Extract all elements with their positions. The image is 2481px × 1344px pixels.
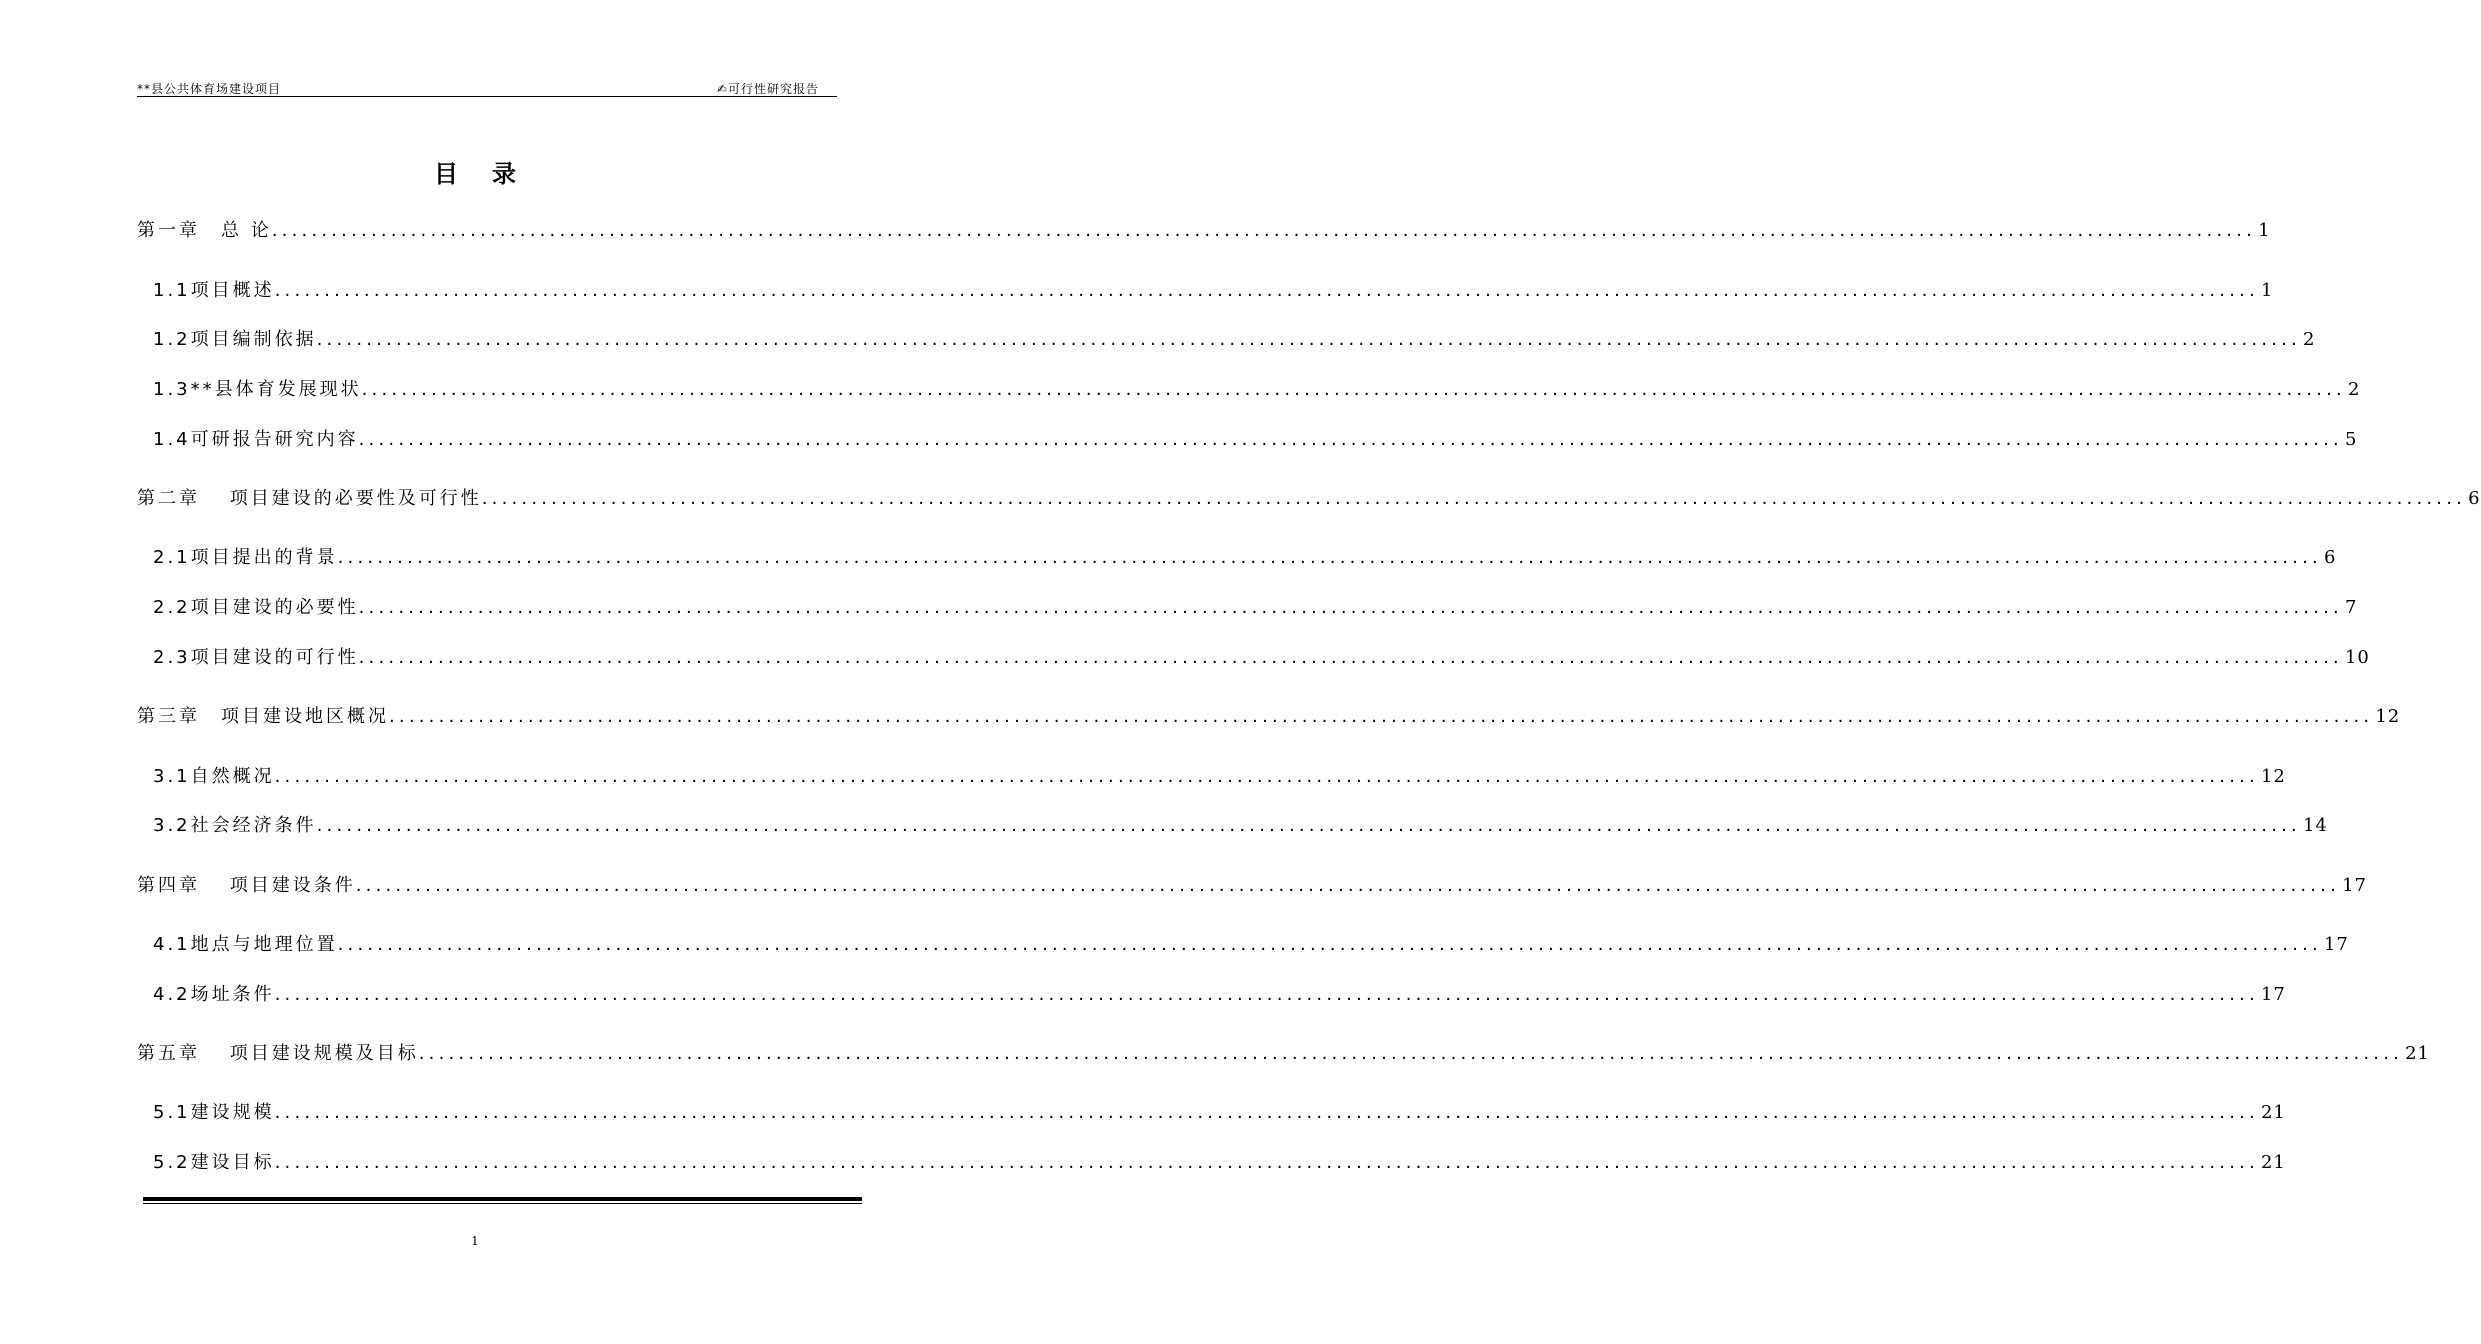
toc-dot-leader: ........................................................................................................................................................................................................ xyxy=(358,597,2343,618)
toc-dot-leader: ........................................................................................................................................................................................................ xyxy=(274,1152,2259,1173)
toc-dot-leader: ........................................................................................................................................................................................................ xyxy=(271,220,2257,241)
page-number: 1 xyxy=(471,1234,479,1248)
header-rule xyxy=(137,96,837,97)
toc-section-entry[interactable] xyxy=(153,278,2274,304)
toc-entry-label: 第二章 项目建设的必要性及可行性 xyxy=(137,488,482,509)
toc-entry-page: 21 xyxy=(2260,1152,2286,1173)
toc-entry-label: 5.2建设目标 xyxy=(153,1152,275,1173)
toc-entry-page: 12 xyxy=(2375,706,2401,727)
footer-rule-thick xyxy=(143,1197,862,1201)
toc-chapter-entry[interactable] xyxy=(137,704,2401,730)
toc-section-entry[interactable] xyxy=(153,764,2286,790)
toc-dot-leader: ........................................................................................................................................................................................................ xyxy=(358,647,2343,668)
toc-section-entry[interactable] xyxy=(153,645,2370,671)
toc-entry-page: 14 xyxy=(2302,815,2328,836)
toc-dot-leader: ........................................................................................................................................................................................................ xyxy=(337,934,2322,955)
toc-entry-page: 1 xyxy=(2258,220,2271,241)
toc-entry-label: 4.1地点与地理位置 xyxy=(153,934,338,955)
toc-chapter-entry[interactable] xyxy=(137,218,2271,244)
toc-dot-leader: ........................................................................................................................................................................................................ xyxy=(274,280,2259,301)
toc-entry-page: 6 xyxy=(2323,547,2337,568)
toc-entry-label: 第三章 项目建设地区概况 xyxy=(137,706,389,727)
toc-dot-leader: ........................................................................................................................................................................................................ xyxy=(274,1102,2259,1123)
toc-section-entry[interactable] xyxy=(153,1150,2286,1176)
toc-entry-page: 10 xyxy=(2344,647,2370,668)
toc-entry-label: 5.1建设规模 xyxy=(153,1102,275,1123)
toc-dot-leader: ........................................................................................................................................................................................................ xyxy=(316,815,2301,836)
toc-section-entry[interactable] xyxy=(153,427,2358,453)
toc-section-entry[interactable] xyxy=(153,595,2358,621)
toc-entry-page: 21 xyxy=(2405,1043,2430,1064)
toc-entry-page: 7 xyxy=(2344,597,2358,618)
toc-entry-page: 12 xyxy=(2260,766,2286,787)
toc-entry-label: 2.3项目建设的可行性 xyxy=(153,647,359,668)
toc-entry-label: 2.1项目提出的背景 xyxy=(153,547,338,568)
toc-chapter-entry[interactable] xyxy=(137,873,2367,899)
toc-entry-label: 3.2社会经济条件 xyxy=(153,815,317,836)
toc-title: 目录 xyxy=(434,160,550,188)
header-report-type: ✍可行性研究报告 xyxy=(716,82,819,96)
toc-chapter-entry[interactable] xyxy=(137,486,2481,512)
toc-entry-page: 2 xyxy=(2302,329,2316,350)
toc-entry-label: 1.1项目概述 xyxy=(153,280,275,301)
toc-entry-page: 5 xyxy=(2344,429,2358,450)
toc-section-entry[interactable] xyxy=(153,932,2349,958)
toc-section-entry[interactable] xyxy=(153,377,2361,403)
toc-entry-label: 3.1自然概况 xyxy=(153,766,275,787)
toc-entry-label: 4.2场址条件 xyxy=(153,984,275,1005)
toc-entry-page: 21 xyxy=(2260,1102,2286,1123)
toc-dot-leader: ........................................................................................................................................................................................................ xyxy=(355,875,2341,896)
toc-section-entry[interactable] xyxy=(153,327,2316,353)
toc-section-entry[interactable] xyxy=(153,982,2286,1008)
toc-section-entry[interactable] xyxy=(153,1100,2286,1126)
toc-entry-page: 17 xyxy=(2323,934,2349,955)
toc-dot-leader: ........................................................................................................................................................................................................ xyxy=(361,379,2346,400)
toc-entry-label: 第四章 项目建设条件 xyxy=(137,875,356,896)
toc-entry-label: 第一章 总 论 xyxy=(137,220,272,241)
toc-dot-leader: ........................................................................................................................................................................................................ xyxy=(358,429,2343,450)
toc-chapter-entry[interactable] xyxy=(137,1041,2430,1067)
toc-dot-leader: ........................................................................................................................................................................................................ xyxy=(418,1043,2404,1064)
toc-entry-page: 17 xyxy=(2260,984,2286,1005)
toc-dot-leader: ........................................................................................................................................................................................................ xyxy=(481,488,2467,509)
toc-entry-page: 2 xyxy=(2347,379,2361,400)
toc-entry-label: 1.2项目编制依据 xyxy=(153,329,317,350)
toc-entry-page: 1 xyxy=(2260,280,2274,301)
toc-entry-page: 17 xyxy=(2342,875,2367,896)
toc-entry-page: 6 xyxy=(2468,488,2481,509)
toc-entry-label: 1.4可研报告研究内容 xyxy=(153,429,359,450)
toc-entry-label: 1.3**县体育发展现状 xyxy=(153,379,362,400)
toc-dot-leader: ........................................................................................................................................................................................................ xyxy=(389,706,2374,727)
toc-section-entry[interactable] xyxy=(153,545,2337,571)
toc-entry-label: 第五章 项目建设规模及目标 xyxy=(137,1043,419,1064)
page-header xyxy=(137,80,837,96)
footer-rule-thin xyxy=(143,1203,862,1204)
header-project-name: **县公共体育场建设项目 xyxy=(137,82,282,96)
toc-section-entry[interactable] xyxy=(153,813,2328,839)
toc-dot-leader: ........................................................................................................................................................................................................ xyxy=(274,984,2259,1005)
toc-dot-leader: ........................................................................................................................................................................................................ xyxy=(316,329,2301,350)
toc-entry-label: 2.2项目建设的必要性 xyxy=(153,597,359,618)
toc-dot-leader: ........................................................................................................................................................................................................ xyxy=(274,766,2259,787)
toc-dot-leader: ........................................................................................................................................................................................................ xyxy=(337,547,2322,568)
